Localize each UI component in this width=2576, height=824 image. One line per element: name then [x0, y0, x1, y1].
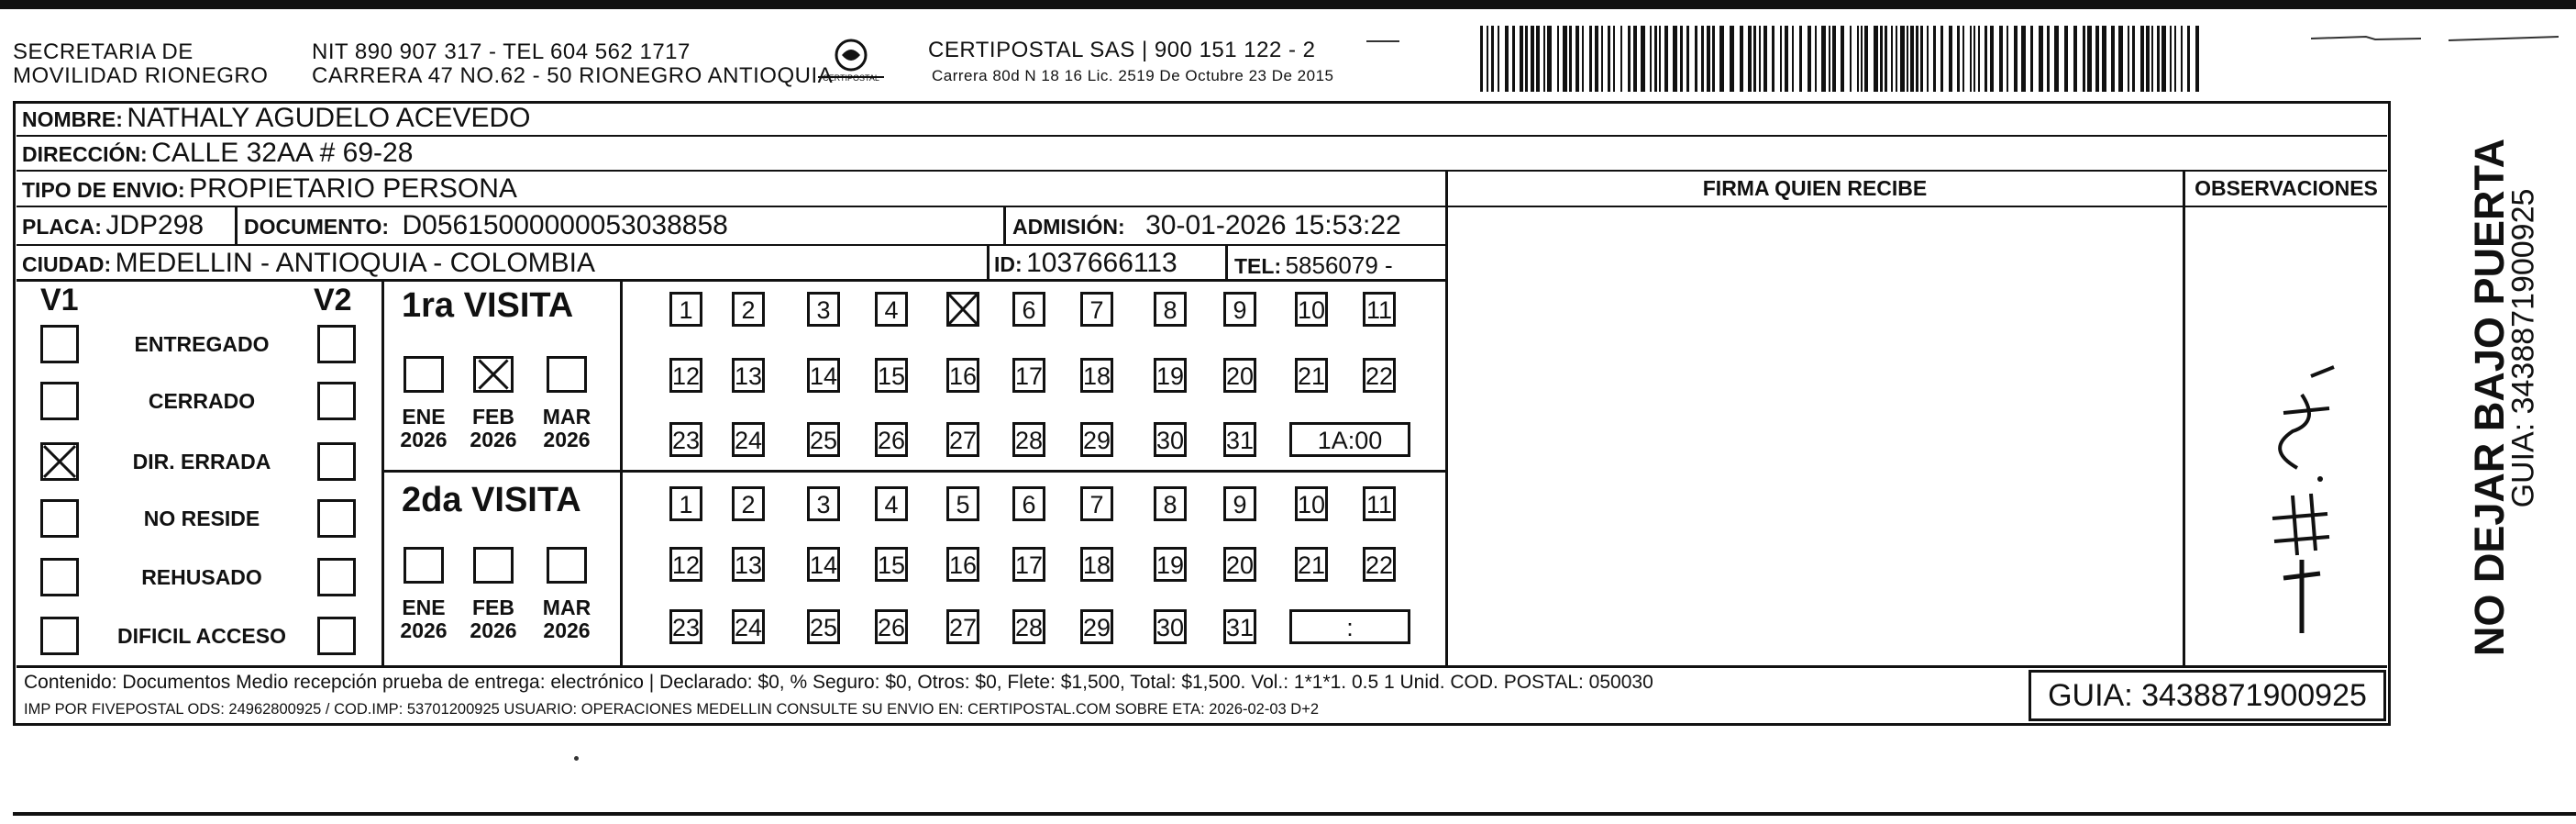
day-box[interactable]: 19: [1154, 358, 1187, 393]
month-checkbox[interactable]: [404, 547, 444, 584]
day-box[interactable]: 29: [1080, 609, 1113, 644]
day-box[interactable]: 21: [1295, 547, 1328, 582]
doc-value: D05615000000053038858: [402, 210, 728, 240]
day-box[interactable]: 14: [807, 358, 840, 393]
day-box[interactable]: 10: [1295, 292, 1328, 327]
day-box[interactable]: 5: [946, 486, 979, 521]
carrier-line: CERTIPOSTAL SAS | 900 151 122 - 2: [928, 38, 1316, 62]
id-value: 1037666113: [1026, 248, 1177, 278]
rule-v-admission: [1003, 207, 1006, 244]
tel-value: 5856079 -: [1285, 251, 1393, 279]
cross-mark-icon: [946, 292, 979, 327]
status-label: CERRADO: [148, 389, 256, 413]
day-box[interactable]: 11: [1363, 292, 1396, 327]
status-v2-checkbox[interactable]: [317, 499, 356, 538]
day-box[interactable]: 14: [807, 547, 840, 582]
day-box[interactable]: 19: [1154, 547, 1187, 582]
day-box[interactable]: 28: [1012, 422, 1045, 457]
day-box[interactable]: 17: [1012, 547, 1045, 582]
day-box[interactable]: 8: [1154, 486, 1187, 521]
status-label: DIR. ERRADA: [132, 450, 271, 473]
month-name: ENE: [402, 405, 446, 429]
day-box[interactable]: 4: [875, 486, 908, 521]
status-label: DIFICIL ACCESO: [116, 624, 286, 648]
stray-dot: [574, 756, 579, 761]
day-box[interactable]: 18: [1080, 358, 1113, 393]
day-box[interactable]: 9: [1223, 486, 1256, 521]
day-box[interactable]: 30: [1154, 609, 1187, 644]
month-year: 2026: [400, 618, 448, 642]
day-box[interactable]: 16: [946, 547, 979, 582]
header-scribble: [2311, 31, 2568, 44]
day-box[interactable]: 13: [732, 547, 765, 582]
month-name: MAR: [542, 596, 591, 619]
month-year: 2026: [470, 428, 517, 451]
status-v1-checkbox[interactable]: [40, 558, 79, 596]
day-box[interactable]: 31: [1223, 422, 1256, 457]
day-box[interactable]: 20: [1223, 358, 1256, 393]
rule-v-visits: [620, 281, 623, 666]
name-label: NOMBRE:: [22, 107, 123, 131]
day-box[interactable]: 2: [732, 486, 765, 521]
footer-imp: IMP POR FIVEPOSTAL ODS: 24962800925 / COD.IMP: 53701200925 USUARIO: OPERACIONES MEDELLIN CONSULTE SU ENVIO EN: CERTIPOSTAL.COM SOBRE ETA: 2026-02-03 D+2: [24, 701, 1320, 718]
day-box[interactable]: 30: [1154, 422, 1187, 457]
day-box[interactable]: 16: [946, 358, 979, 393]
month-label: [398, 406, 449, 451]
day-box[interactable]: 28: [1012, 609, 1045, 644]
recipient-address: CALLE 32AA # 69-28: [151, 138, 414, 168]
status-v2-checkbox[interactable]: [317, 558, 356, 596]
doc-row: [244, 210, 728, 246]
time-box[interactable]: :: [1289, 609, 1410, 644]
v1-label: V1: [40, 283, 79, 317]
admission-label: ADMISIÓN:: [1012, 215, 1125, 239]
month-checkbox[interactable]: [473, 356, 514, 393]
month-label: [468, 596, 519, 642]
rule-v-signature: [1445, 172, 1448, 666]
side-banner: [2394, 101, 2576, 726]
month-year: 2026: [470, 618, 517, 642]
day-box[interactable]: 3: [807, 292, 840, 327]
day-box[interactable]: 6: [1012, 486, 1045, 521]
status-v1-checkbox[interactable]: [40, 382, 79, 420]
status-v2-checkbox[interactable]: [317, 325, 356, 363]
day-box[interactable]: 3: [807, 486, 840, 521]
month-label: [541, 406, 592, 451]
status-label: ENTREGADO: [134, 332, 270, 356]
tel-label: TEL:: [1234, 254, 1282, 278]
day-box[interactable]: 8: [1154, 292, 1187, 327]
rule-v-id: [987, 246, 989, 280]
day-box[interactable]: 9: [1223, 292, 1256, 327]
day-box[interactable]: 23: [669, 609, 702, 644]
month-name: FEB: [472, 596, 514, 619]
certipostal-logo: [814, 37, 888, 88]
day-box[interactable]: 17: [1012, 358, 1045, 393]
ship-type: PROPIETARIO PERSONA: [189, 173, 517, 204]
plate-label: PLACA:: [22, 215, 102, 239]
day-box[interactable]: 24: [732, 422, 765, 457]
city-label: CIUDAD:: [22, 252, 112, 276]
day-box[interactable]: 26: [875, 422, 908, 457]
month-checkbox[interactable]: [404, 356, 444, 393]
org-address-line: CARRERA 47 NO.62 - 50 RIONEGRO ANTIOQUIA: [312, 63, 834, 88]
day-box[interactable]: 12: [669, 358, 702, 393]
status-v1-checkbox[interactable]: [40, 442, 79, 481]
id-label: ID:: [994, 252, 1023, 276]
visit2-title: 2da VISITA: [402, 481, 581, 519]
month-name: ENE: [402, 596, 446, 619]
day-box[interactable]: 22: [1363, 358, 1396, 393]
org-nit-line: NIT 890 907 317 - TEL 604 562 1717: [312, 39, 691, 64]
logo-text: CERTIPOSTAL: [823, 73, 879, 83]
day-box[interactable]: 4: [875, 292, 908, 327]
day-box[interactable]: 15: [875, 547, 908, 582]
day-box[interactable]: 24: [732, 609, 765, 644]
rule-v-observ: [2183, 172, 2185, 666]
day-box-crossed[interactable]: [946, 292, 979, 327]
month-year: 2026: [400, 428, 448, 451]
month-label: [398, 596, 449, 642]
day-box[interactable]: 12: [669, 547, 702, 582]
day-box[interactable]: 26: [875, 609, 908, 644]
visit1-title: 1ra VISITA: [402, 286, 574, 325]
day-box[interactable]: 2: [732, 292, 765, 327]
id-row: [994, 248, 1177, 284]
time-box[interactable]: 1A:00: [1289, 422, 1410, 457]
ship-type-label: TIPO DE ENVIO:: [22, 178, 185, 202]
month-checkbox[interactable]: [547, 356, 587, 393]
month-year: 2026: [543, 428, 591, 451]
month-label: [468, 406, 519, 451]
month-label: [541, 596, 592, 642]
day-box[interactable]: 21: [1295, 358, 1328, 393]
barcode: [1480, 26, 2205, 92]
rule-v-status: [381, 281, 384, 666]
no-dejar-text: NO DEJAR BAJO PUERTA: [2466, 138, 2513, 657]
rule-sig-head: [1447, 206, 2387, 207]
status-v1-checkbox[interactable]: [40, 325, 79, 363]
day-box[interactable]: 31: [1223, 609, 1256, 644]
day-box[interactable]: 23: [669, 422, 702, 457]
day-box[interactable]: 20: [1223, 547, 1256, 582]
status-v2-checkbox[interactable]: [317, 617, 356, 655]
name-row: [22, 103, 531, 139]
footer-guia-text: GUIA: 3438871900925: [2048, 678, 2367, 713]
side-guia-text: GUIA: 3438871900925: [2505, 188, 2541, 508]
address-label: DIRECCIÓN:: [22, 142, 148, 166]
status-v2-checkbox[interactable]: [317, 442, 356, 481]
org-name-line2: MOVILIDAD RIONEGRO: [13, 63, 269, 88]
day-box[interactable]: 27: [946, 422, 979, 457]
day-box[interactable]: 7: [1080, 486, 1113, 521]
city-value: MEDELLIN - ANTIOQUIA - COLOMBIA: [115, 248, 595, 278]
org-name-line1: SECRETARIA DE: [13, 39, 193, 64]
tel-row: [1234, 250, 1393, 285]
day-box[interactable]: 18: [1080, 547, 1113, 582]
admission-value: 30-01-2026 15:53:22: [1145, 210, 1401, 240]
status-v1-checkbox[interactable]: [40, 499, 79, 538]
footer-contents: Contenido: Documentos Medio recepción prueba de entrega: electrónico | Declarado: $0, % Seguro: $0, Otros: $0, Flete: $1,500, Total: $1,500. Vol.: 1*1*1. 0.5 1 Unid. COD. POSTAL: 050030: [24, 672, 1653, 693]
month-name: MAR: [542, 405, 591, 429]
license-line: Carrera 80d N 18 16 Lic. 2519 De Octubre 23 De 2015: [932, 67, 1334, 84]
day-box[interactable]: 25: [807, 609, 840, 644]
handwritten-note: [2247, 358, 2348, 651]
signature-header: FIRMA QUIEN RECIBE: [1702, 176, 1928, 200]
plate-value: JDP298: [105, 210, 205, 240]
plate-row: [22, 210, 204, 246]
status-label: REHUSADO: [141, 565, 262, 589]
status-v1-checkbox[interactable]: [40, 617, 79, 655]
rule-footer-top: [17, 665, 2387, 668]
address-row: [22, 138, 413, 173]
day-box[interactable]: 1: [669, 292, 702, 327]
observations-header: OBSERVACIONES: [2195, 176, 2378, 200]
status-label: NO RESIDE: [143, 507, 260, 530]
month-name: FEB: [472, 405, 514, 429]
day-box[interactable]: 29: [1080, 422, 1113, 457]
ship-type-row: [22, 173, 517, 209]
header-dash: [1366, 40, 1399, 42]
month-year: 2026: [543, 618, 591, 642]
form-bottom-rule: [13, 812, 2576, 816]
day-box[interactable]: 13: [732, 358, 765, 393]
day-box[interactable]: 22: [1363, 547, 1396, 582]
month-checkbox[interactable]: [547, 547, 587, 584]
v2-label: V2: [314, 283, 352, 317]
rule-visit-split: [381, 470, 1445, 473]
doc-label: DOCUMENTO:: [244, 215, 390, 239]
day-box[interactable]: 7: [1080, 292, 1113, 327]
city-row: [22, 248, 595, 284]
day-box[interactable]: 11: [1363, 486, 1396, 521]
top-edge-bar: [0, 0, 2576, 9]
status-v2-checkbox[interactable]: [317, 382, 356, 420]
footer-guia-box: [2029, 670, 2386, 721]
day-box[interactable]: 15: [875, 358, 908, 393]
day-box[interactable]: 25: [807, 422, 840, 457]
day-box[interactable]: 6: [1012, 292, 1045, 327]
month-checkbox[interactable]: [473, 547, 514, 584]
admission-row: [1012, 210, 1401, 246]
rule-v-plate: [235, 207, 238, 244]
day-box[interactable]: 1: [669, 486, 702, 521]
day-box[interactable]: 10: [1295, 486, 1328, 521]
rule-v-tel: [1225, 246, 1228, 280]
day-box[interactable]: 27: [946, 609, 979, 644]
recipient-name: NATHALY AGUDELO ACEVEDO: [127, 103, 531, 133]
